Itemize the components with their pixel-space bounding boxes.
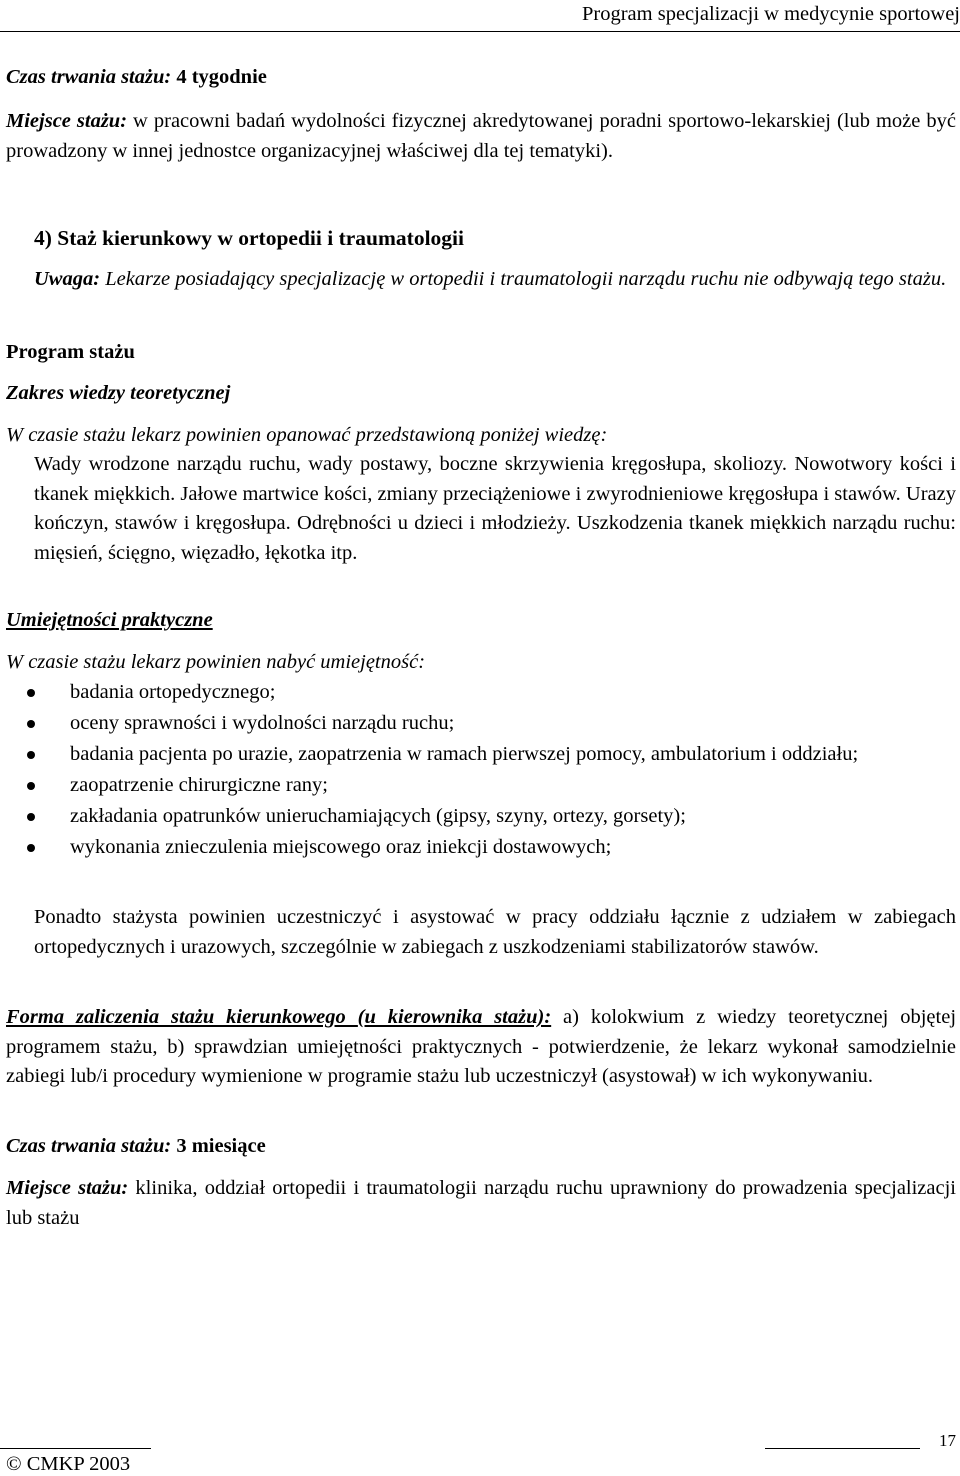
list-item: wykonania znieczulenia miejscowego oraz iniekcji dostawowych; xyxy=(0,833,956,863)
note-paragraph xyxy=(34,265,956,295)
footer-copyright: © CMKP 2003 xyxy=(6,1453,131,1475)
header-rule xyxy=(0,31,960,32)
duration-label-2: Czas trwania stażu: xyxy=(6,1135,172,1157)
place-paragraph-2 xyxy=(6,1174,956,1233)
bullet-icon xyxy=(27,689,35,697)
list-item: badania pacjenta po urazie, zaopatrzenia w ramach pierwszej pomocy, ambulatorium i oddziału; xyxy=(0,740,956,770)
form-paragraph xyxy=(6,1003,956,1092)
duration-line-2 xyxy=(6,1132,956,1162)
place-label-1: Miejsce stażu: xyxy=(6,110,128,132)
list-item: zakładania opatrunków unieruchamiających (gipsy, szyny, ortezy, gorsety); xyxy=(0,802,956,832)
footer-rule-right xyxy=(765,1448,920,1449)
place-value-2: klinika, oddział ortopedii i traumatologii narządu ruchu uprawniony do prowadzenia specjalizacji lub stażu xyxy=(6,1177,956,1229)
bullet-icon xyxy=(27,751,35,759)
program-heading: Program stażu xyxy=(6,341,135,363)
list-item: oceny sprawności i wydolności narządu ruchu; xyxy=(0,709,956,739)
footer-rule-left xyxy=(0,1448,151,1449)
note-text: Lekarze posiadający specjalizację w ortopedii i traumatologii narządu ruchu nie odbywają tego stażu. xyxy=(100,268,947,290)
bullet-icon xyxy=(27,813,35,821)
note-label: Uwaga: xyxy=(34,268,101,290)
list-item: zaopatrzenie chirurgiczne rany; xyxy=(0,771,956,801)
theory-intro: W czasie stażu lekarz powinien opanować przedstawioną poniżej wiedzę: xyxy=(6,424,608,446)
theory-text: Wady wrodzone narządu ruchu, wady postawy, boczne skrzywienia kręgosłupa, skoliozy. Nowotwory kości i tkanek miękkich. Jałowe martwice kości, zmiany przeciążeniowe i zwyrodnieniowe kręgosłupa i stawów. Urazy kończyn, stawów i kręgosłupa. Odrębności u dzieci i młodzieży. Uszkodzenia tkanek miękkich narządu ruchu: mięsień, ścięgno, więzadło, łękotka itp. xyxy=(34,453,956,564)
list-item: badania ortopedycznego; xyxy=(0,678,956,708)
duration-line-1 xyxy=(6,63,956,93)
skills-intro: W czasie stażu lekarz powinien nabyć umiejętność: xyxy=(6,651,426,673)
form-label-a: Forma zaliczenia stażu kierunkowego xyxy=(6,1006,358,1028)
place-value-1: w pracowni badań wydolności fizycznej akredytowanej poradni sportowo-lekarskiej (lub może być prowadzony w innej jednostce organizacyjnej właściwej dla tej tematyki). xyxy=(6,110,956,162)
page-number: 17 xyxy=(939,1431,956,1450)
bullet-icon xyxy=(27,720,35,728)
section-heading: 4) Staż kierunkowy w ortopedii i traumatologii xyxy=(34,226,464,250)
form-label-b: (u kierownika stażu): xyxy=(357,1006,552,1028)
duration-value-2: 3 miesiące xyxy=(171,1135,266,1157)
duration-value-1: 4 tygodnie xyxy=(171,66,267,88)
place-paragraph-1 xyxy=(6,107,956,166)
bullet-icon xyxy=(27,844,35,852)
running-header: Program specjalizacji w medycynie sportowej xyxy=(582,3,960,25)
skills-heading: Umiejętności praktyczne xyxy=(6,609,213,631)
skills-list xyxy=(0,678,956,865)
additional-paragraph: Ponadto stażysta powinien uczestniczyć i asystować w pracy oddziału łącznie z udziałem w zabiegach ortopedycznych i urazowych, szczególnie w zabiegach z uszkodzeniami stabilizatorów stawów. xyxy=(34,906,956,958)
duration-label-1: Czas trwania stażu: xyxy=(6,66,172,88)
form-text: a) kolokwium z wiedzy teoretycznej objętej programem stażu, b) sprawdzian umiejętności praktycznych - potwierdzenie, że lekarz wykonał samodzielnie zabiegi lub/i procedury wymienione w programie stażu lub uczestniczył (asystował) w ich wykonywaniu. xyxy=(6,1006,957,1088)
theory-heading: Zakres wiedzy teoretycznej xyxy=(6,382,231,404)
place-label-2: Miejsce stażu: xyxy=(6,1177,129,1199)
bullet-icon xyxy=(27,782,35,790)
